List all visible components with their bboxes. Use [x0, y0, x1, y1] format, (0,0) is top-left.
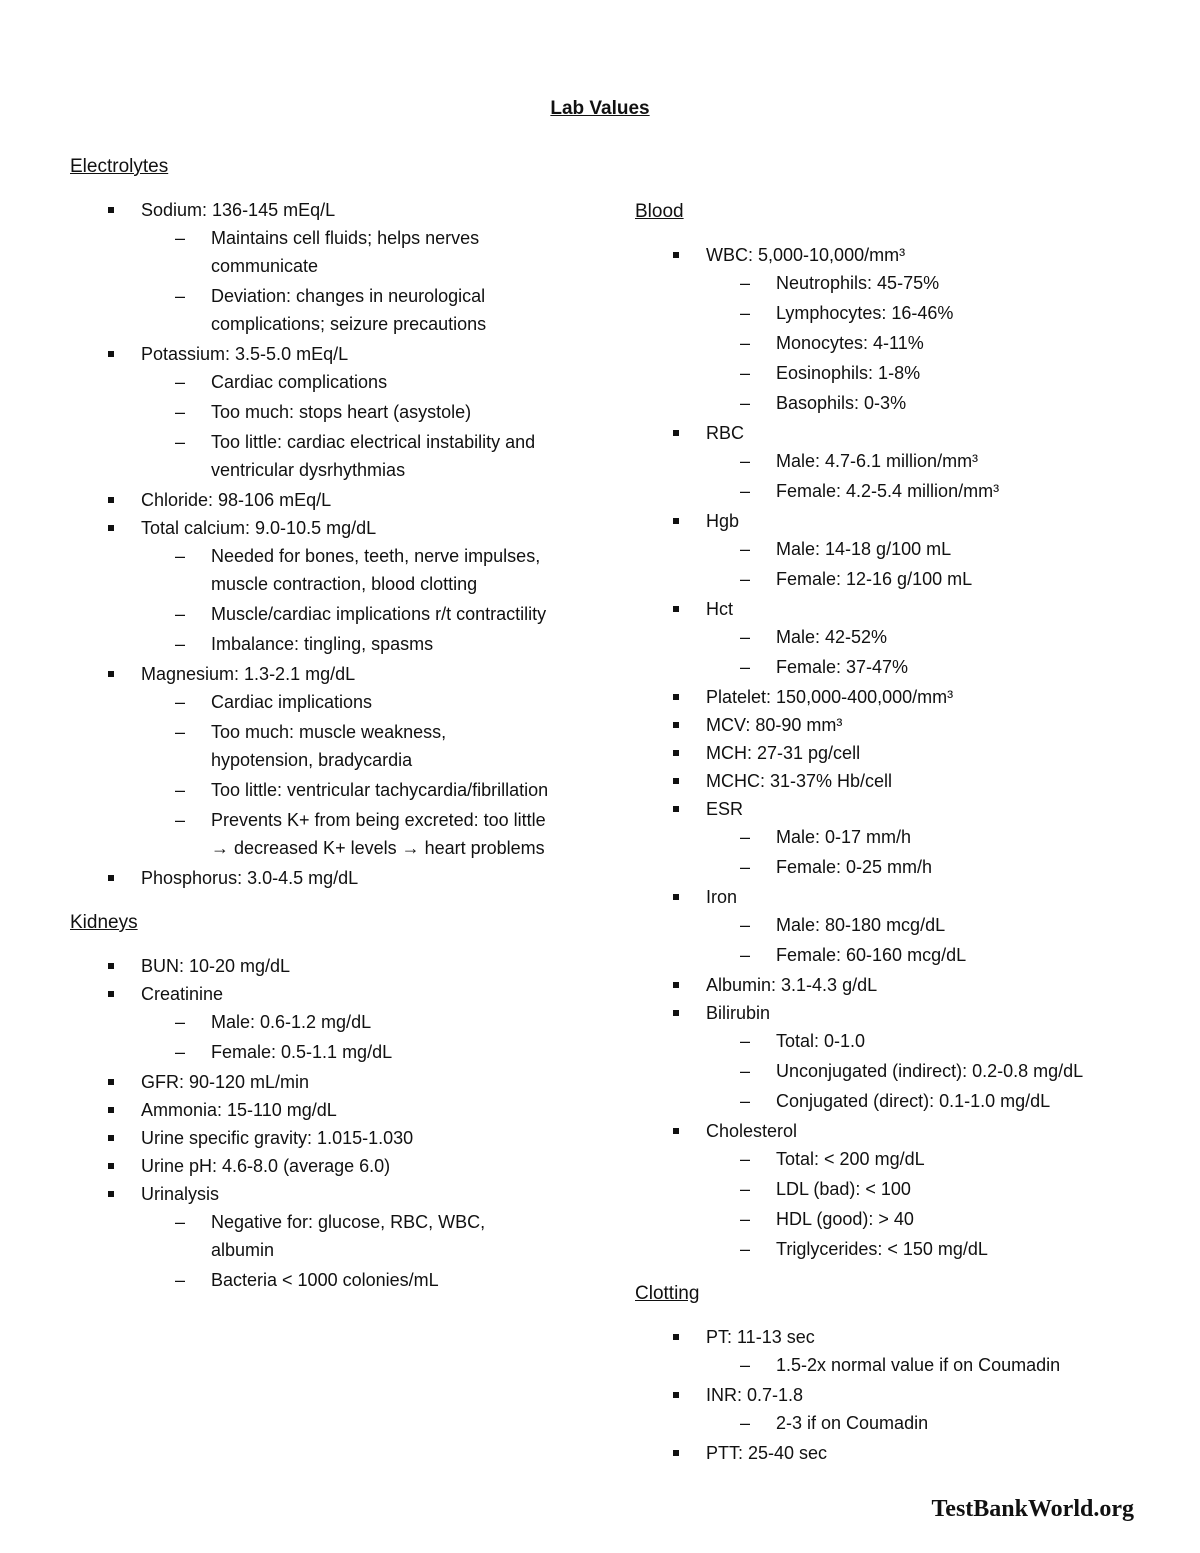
- lab-item: [635, 1381, 1155, 1437]
- sub-item-text: Male: 0.6-1.2 mg/dL: [211, 1012, 372, 1032]
- dash-icon: –: [740, 657, 751, 677]
- square-bullet-icon: [673, 1010, 679, 1016]
- sub-item-text: Bacteria < 1000 colonies/mL: [211, 1270, 439, 1290]
- sub-item-text: Unconjugated (indirect): 0.2-0.8 mg/dL: [776, 1061, 1084, 1081]
- sub-item: [706, 941, 1155, 969]
- sub-list: [141, 1208, 550, 1294]
- sub-list: [706, 1145, 1155, 1263]
- section-heading: Blood: [635, 201, 684, 222]
- lab-item-text: Phosphorus: 3.0-4.5 mg/dL: [141, 868, 359, 888]
- sub-item: [706, 269, 1155, 297]
- sub-item: [141, 806, 550, 862]
- lab-item: [635, 711, 1155, 739]
- lab-item: [70, 340, 550, 484]
- dash-icon: –: [740, 273, 751, 293]
- sub-item-text: Female: 0.5-1.1 mg/dL: [211, 1042, 393, 1062]
- lab-item: [70, 952, 550, 980]
- sub-item: [141, 398, 550, 426]
- dash-icon: –: [740, 627, 751, 647]
- lab-item: [635, 241, 1155, 417]
- sub-item: [141, 1208, 550, 1264]
- sub-item-text: Male: 4.7-6.1 million/mm³: [776, 451, 979, 471]
- sub-item: [141, 368, 550, 396]
- sub-item-text: HDL (good): > 40: [776, 1209, 914, 1229]
- lab-item: [70, 1096, 550, 1124]
- lab-item: [70, 1180, 550, 1294]
- dash-icon: –: [740, 481, 751, 501]
- lab-item: [70, 660, 550, 862]
- lab-item: [635, 1117, 1155, 1263]
- dash-icon: –: [740, 393, 751, 413]
- square-bullet-icon: [673, 252, 679, 258]
- sub-item: [141, 600, 550, 628]
- sub-list: [141, 688, 550, 862]
- sub-item: [706, 565, 1155, 593]
- sub-item: [706, 1087, 1155, 1115]
- lab-item: [70, 514, 550, 658]
- sub-item: [706, 653, 1155, 681]
- dash-icon: –: [175, 286, 186, 306]
- lab-item: [635, 767, 1155, 795]
- sub-list: [706, 1027, 1155, 1115]
- dash-icon: –: [740, 945, 751, 965]
- lab-item: [70, 980, 550, 1066]
- square-bullet-icon: [673, 694, 679, 700]
- sub-list: [706, 623, 1155, 681]
- sub-item: [141, 428, 550, 484]
- sub-item: [706, 299, 1155, 327]
- lab-item: [70, 1068, 550, 1096]
- lab-item-text: INR: 0.7-1.8: [706, 1385, 804, 1405]
- sub-item: [706, 911, 1155, 939]
- sub-list: [706, 823, 1155, 881]
- lab-item-text: Ammonia: 15-110 mg/dL: [141, 1100, 337, 1120]
- sub-item-text: Too much: stops heart (asystole): [211, 402, 472, 422]
- sub-item-text: Female: 0-25 mm/h: [776, 857, 933, 877]
- lab-item-text: Hgb: [706, 511, 740, 531]
- dash-icon: –: [175, 780, 186, 800]
- square-bullet-icon: [108, 207, 114, 213]
- sub-item-text: Negative for: glucose, RBC, WBC, albumin: [211, 1212, 486, 1260]
- dash-icon: –: [740, 857, 751, 877]
- lab-item: [70, 1124, 550, 1152]
- square-bullet-icon: [108, 1163, 114, 1169]
- lab-item: [635, 507, 1155, 593]
- sub-list: [706, 911, 1155, 969]
- sub-list: [706, 1409, 1155, 1437]
- sub-item: [706, 1027, 1155, 1055]
- lab-item: [635, 739, 1155, 767]
- sub-item-text: Maintains cell fluids; helps nerves communicate: [211, 228, 480, 276]
- sub-item: [141, 1038, 550, 1066]
- lab-item-text: PTT: 25-40 sec: [706, 1443, 828, 1463]
- lab-item: [70, 1152, 550, 1180]
- sub-list: [706, 269, 1155, 417]
- sub-item-text: Male: 14-18 g/100 mL: [776, 539, 952, 559]
- sub-item-text: 1.5-2x normal value if on Coumadin: [776, 1355, 1061, 1375]
- lab-item-text: MCH: 27-31 pg/cell: [706, 743, 861, 763]
- dash-icon: –: [175, 692, 186, 712]
- dash-icon: –: [740, 1091, 751, 1111]
- sub-item-text: LDL (bad): < 100: [776, 1179, 911, 1199]
- lab-list: [70, 196, 550, 892]
- sub-item-text: Eosinophils: 1-8%: [776, 363, 921, 383]
- sub-item-text: Total: < 200 mg/dL: [776, 1149, 925, 1169]
- section-heading: Clotting: [635, 1283, 700, 1304]
- sub-item: [141, 1266, 550, 1294]
- sub-item: [706, 1409, 1155, 1437]
- sub-item-text: Cardiac implications: [211, 692, 373, 712]
- sub-item: [706, 389, 1155, 417]
- dash-icon: –: [175, 1212, 186, 1232]
- dash-icon: –: [740, 1413, 751, 1433]
- lab-item-text: Magnesium: 1.3-2.1 mg/dL: [141, 664, 356, 684]
- square-bullet-icon: [673, 750, 679, 756]
- sub-item: [141, 282, 550, 338]
- dash-icon: –: [740, 303, 751, 323]
- sub-item: [706, 1175, 1155, 1203]
- square-bullet-icon: [108, 963, 114, 969]
- sub-item: [706, 1351, 1155, 1379]
- dash-icon: –: [740, 363, 751, 383]
- sub-item-text: 2-3 if on Coumadin: [776, 1413, 929, 1433]
- dash-icon: –: [175, 228, 186, 248]
- sub-item-text: Neutrophils: 45-75%: [776, 273, 940, 293]
- lab-item: [635, 419, 1155, 505]
- dash-icon: –: [740, 539, 751, 559]
- sub-item: [141, 688, 550, 716]
- square-bullet-icon: [108, 525, 114, 531]
- dash-icon: –: [175, 722, 186, 742]
- square-bullet-icon: [673, 518, 679, 524]
- sub-item: [706, 329, 1155, 357]
- lab-item-text: Albumin: 3.1-4.3 g/dL: [706, 975, 878, 995]
- sub-item: [706, 623, 1155, 651]
- sub-item: [706, 853, 1155, 881]
- square-bullet-icon: [673, 1128, 679, 1134]
- sub-list: [141, 224, 550, 338]
- lab-item-text: Urine specific gravity: 1.015-1.030: [141, 1128, 414, 1148]
- sub-item: [706, 1205, 1155, 1233]
- sub-item: [706, 447, 1155, 475]
- square-bullet-icon: [108, 1135, 114, 1141]
- dash-icon: –: [740, 451, 751, 471]
- sub-item: [141, 630, 550, 658]
- lab-item-text: BUN: 10-20 mg/dL: [141, 956, 291, 976]
- dash-icon: –: [175, 810, 186, 830]
- sub-item: [706, 1057, 1155, 1085]
- sub-item: [141, 542, 550, 598]
- dash-icon: –: [175, 402, 186, 422]
- sub-item: [141, 1008, 550, 1036]
- lab-item-text: Hct: [706, 599, 733, 619]
- dash-icon: –: [175, 604, 186, 624]
- lab-item-text: PT: 11-13 sec: [706, 1327, 815, 1347]
- lab-item-text: Urine pH: 4.6-8.0 (average 6.0): [141, 1156, 391, 1176]
- sub-list: [706, 1351, 1155, 1379]
- sub-list: [141, 542, 550, 658]
- sub-item: [706, 1235, 1155, 1263]
- dash-icon: –: [740, 1355, 751, 1375]
- sub-item-text: Muscle/cardiac implications r/t contractility: [211, 604, 547, 624]
- section-heading: Kidneys: [70, 912, 138, 933]
- lab-item: [635, 999, 1155, 1115]
- left-column: [70, 152, 550, 1296]
- lab-list: [635, 241, 1155, 1263]
- lab-item-text: Potassium: 3.5-5.0 mEq/L: [141, 344, 349, 364]
- sub-item-text: Too much: muscle weakness, hypotension, bradycardia: [211, 722, 447, 770]
- sub-item: [706, 477, 1155, 505]
- lab-item: [635, 683, 1155, 711]
- sub-item-text: Deviation: changes in neurological complications; seizure precautions: [211, 286, 487, 334]
- sub-item-text: Total: 0-1.0: [776, 1031, 866, 1051]
- lab-item: [70, 196, 550, 338]
- square-bullet-icon: [673, 430, 679, 436]
- lab-item-text: GFR: 90-120 mL/min: [141, 1072, 310, 1092]
- sub-item: [706, 823, 1155, 851]
- dash-icon: –: [740, 1239, 751, 1259]
- lab-item: [635, 595, 1155, 681]
- lab-item-text: WBC: 5,000-10,000/mm³: [706, 245, 906, 265]
- lab-item-text: MCV: 80-90 mm³: [706, 715, 843, 735]
- square-bullet-icon: [108, 351, 114, 357]
- lab-item: [635, 1323, 1155, 1379]
- dash-icon: –: [740, 827, 751, 847]
- square-bullet-icon: [673, 1334, 679, 1340]
- lab-list: [635, 1323, 1155, 1467]
- sub-item-text: Too little: cardiac electrical instability and ventricular dysrhythmias: [211, 432, 536, 480]
- section-electrolytes: [70, 152, 550, 892]
- sub-list: [706, 447, 1155, 505]
- dash-icon: –: [175, 546, 186, 566]
- square-bullet-icon: [673, 1392, 679, 1398]
- lab-item-text: Creatinine: [141, 984, 224, 1004]
- section-clotting: [635, 1279, 1155, 1467]
- lab-item: [635, 971, 1155, 999]
- section-heading: Electrolytes: [70, 156, 169, 177]
- lab-item-text: Urinalysis: [141, 1184, 220, 1204]
- lab-item: [70, 486, 550, 514]
- lab-item-text: Cholesterol: [706, 1121, 798, 1141]
- sub-item-text: Cardiac complications: [211, 372, 388, 392]
- sub-item: [141, 776, 550, 804]
- dash-icon: –: [740, 1149, 751, 1169]
- dash-icon: –: [175, 372, 186, 392]
- page-title: Lab Values: [550, 98, 650, 119]
- square-bullet-icon: [673, 606, 679, 612]
- lab-item-text: ESR: [706, 799, 744, 819]
- square-bullet-icon: [108, 875, 114, 881]
- dash-icon: –: [175, 1012, 186, 1032]
- square-bullet-icon: [108, 497, 114, 503]
- right-column: [635, 197, 1155, 1467]
- dash-icon: –: [740, 915, 751, 935]
- square-bullet-icon: [108, 1191, 114, 1197]
- lab-item-text: Platelet: 150,000-400,000/mm³: [706, 687, 954, 707]
- lab-item: [70, 864, 550, 892]
- dash-icon: –: [740, 1179, 751, 1199]
- dash-icon: –: [740, 333, 751, 353]
- sub-list: [141, 1008, 550, 1066]
- sub-item: [141, 224, 550, 280]
- section-blood: [635, 197, 1155, 1263]
- sub-item-text: Monocytes: 4-11%: [776, 333, 924, 353]
- sub-item: [141, 718, 550, 774]
- sub-item-text: Male: 42-52%: [776, 627, 888, 647]
- lab-item-text: Bilirubin: [706, 1003, 771, 1023]
- sub-item-text: Male: 0-17 mm/h: [776, 827, 912, 847]
- square-bullet-icon: [108, 1107, 114, 1113]
- lab-item: [635, 1439, 1155, 1467]
- sub-item-text: Female: 12-16 g/100 mL: [776, 569, 973, 589]
- dash-icon: –: [175, 634, 186, 654]
- lab-item-text: Iron: [706, 887, 738, 907]
- dash-icon: –: [740, 1061, 751, 1081]
- lab-list: [70, 952, 550, 1294]
- sub-item: [706, 1145, 1155, 1173]
- square-bullet-icon: [108, 671, 114, 677]
- sub-item-text: Triglycerides: < 150 mg/dL: [776, 1239, 988, 1259]
- lab-item: [635, 883, 1155, 969]
- dash-icon: –: [740, 1031, 751, 1051]
- square-bullet-icon: [108, 991, 114, 997]
- sub-item: [706, 359, 1155, 387]
- square-bullet-icon: [673, 1450, 679, 1456]
- square-bullet-icon: [673, 982, 679, 988]
- sub-item: [706, 535, 1155, 563]
- lab-item: [635, 795, 1155, 881]
- lab-item-text: Chloride: 98-106 mEq/L: [141, 490, 332, 510]
- sub-list: [706, 535, 1155, 593]
- lab-item-text: Sodium: 136-145 mEq/L: [141, 200, 336, 220]
- sub-item-text: Basophils: 0-3%: [776, 393, 907, 413]
- sub-item-text: Prevents K+ from being excreted: too little → decreased K+ levels → heart problems: [211, 810, 546, 858]
- lab-item-text: RBC: [706, 423, 745, 443]
- sub-item-text: Too little: ventricular tachycardia/fibrillation: [211, 780, 549, 800]
- lab-item-text: MCHC: 31-37% Hb/cell: [706, 771, 893, 791]
- section-kidneys: [70, 908, 550, 1294]
- sub-item-text: Needed for bones, teeth, nerve impulses, muscle contraction, blood clotting: [211, 546, 541, 594]
- sub-item-text: Female: 60-160 mcg/dL: [776, 945, 967, 965]
- square-bullet-icon: [108, 1079, 114, 1085]
- square-bullet-icon: [673, 806, 679, 812]
- sub-list: [141, 368, 550, 484]
- sub-item-text: Imbalance: tingling, spasms: [211, 634, 434, 654]
- sub-item-text: Conjugated (direct): 0.1-1.0 mg/dL: [776, 1091, 1051, 1111]
- sub-item-text: Female: 37-47%: [776, 657, 909, 677]
- square-bullet-icon: [673, 722, 679, 728]
- sub-item-text: Lymphocytes: 16-46%: [776, 303, 954, 323]
- dash-icon: –: [740, 1209, 751, 1229]
- square-bullet-icon: [673, 894, 679, 900]
- watermark: TestBankWorld.org: [931, 1496, 1134, 1522]
- dash-icon: –: [175, 432, 186, 452]
- dash-icon: –: [175, 1042, 186, 1062]
- dash-icon: –: [175, 1270, 186, 1290]
- sub-item-text: Male: 80-180 mcg/dL: [776, 915, 946, 935]
- sub-item-text: Female: 4.2-5.4 million/mm³: [776, 481, 1000, 501]
- lab-item-text: Total calcium: 9.0-10.5 mg/dL: [141, 518, 377, 538]
- square-bullet-icon: [673, 778, 679, 784]
- dash-icon: –: [740, 569, 751, 589]
